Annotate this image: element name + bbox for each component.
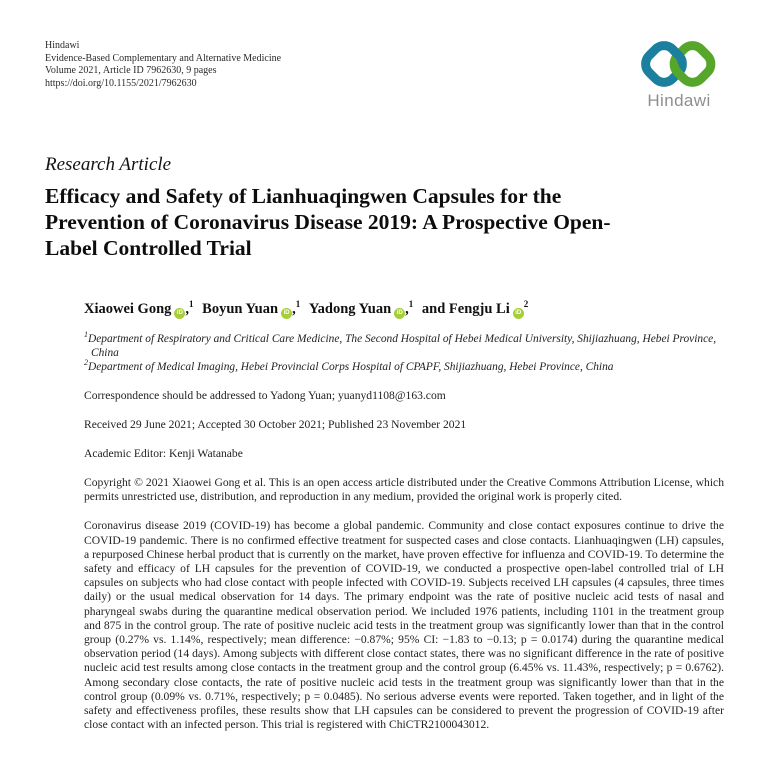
affiliation-number: 1 — [84, 330, 88, 340]
orcid-icon[interactable]: iD — [174, 308, 185, 319]
author-line — [84, 301, 724, 319]
author — [202, 301, 300, 317]
affiliation-ref: 2 — [523, 299, 529, 310]
abstract-text: Coronavirus disease 2019 (COVID-19) has become a global pandemic. Community and close contact exposures continue to drive the COVID-19 pandemic. There is no confirmed effective treatment for suspected cases and close contacts. Lianhuaqingwen (LH) capsules, a repurposed Chinese herbal product that is currently on the market, have proven effective for influenza and COVID-19. To determine the safety and efficacy of LH capsules for the prevention of COVID-19, we conducted a prospective open-label controlled trial of LH capsules on subjects who had close contact with people infected with COVID-19. Subjects received LH capsules (4 capsules, three times daily) or the usual medical observation for 14 days. The primary endpoint was the rate of positive nucleic acid tests of nasal and pharyngeal swabs during the quarantine medical observation period. We included 1976 patients, including 1101 in the treatment group and 875 in the control group. The rate of positive nucleic acid tests in the treatment group was significantly lower than that in the control group (0.27% vs. 1.14%, respectively; mean difference: −0.87%; 95% CI: −1.83 to −0.13; p = 0.0174) during the quarantine medical observation period (14 days). Among subjects with different close contact states, there was no significant difference in the rate of positive nucleic acid test results among close contacts in the treatment group and the control group (6.45% vs. 11.43%, respectively; p = 0.6762). Among secondary close contacts, the rate of positive nucleic acid tests in the treatment group was significantly lower than that in the control group (0.09% vs. 0.71%, respectively; p = 0.0485). No serious adverse events were reported. Taken together, and in light of the safety and effectiveness profiles, these results show that LH capsules can be considered to prevent the progression of COVID-19 after close contact with an infected person. This trial is registered with ChiCTR2100043012. — [84, 519, 724, 732]
article-title: Efficacy and Safety of Lianhuaqingwen Capsules for the Prevention of Coronavirus Disease 2019: A Prospective Open-Label Controlled Trial — [45, 184, 611, 260]
copyright-notice: Copyright © 2021 Xiaowei Gong et al. This is an open access article distributed under the Creative Commons Attribution License, which permits unrestricted use, distribution, and reproduction in any medium, provided the original work is properly cited. — [84, 476, 724, 504]
orcid-icon[interactable]: iD — [281, 308, 292, 319]
affiliation-ref: 1 — [408, 299, 414, 310]
hindawi-logo — [636, 40, 722, 111]
correspondence-text: Correspondence should be addressed to Yadong Yuan; — [84, 389, 338, 402]
affiliation-number: 2 — [84, 358, 88, 368]
academic-editor-line: Academic Editor: Kenji Watanabe — [84, 447, 243, 460]
history-line: Received 29 June 2021; Accepted 30 October 2021; Published 23 November 2021 — [84, 418, 467, 431]
affiliation — [84, 360, 724, 374]
hindawi-logo-icon — [640, 40, 718, 88]
article-type-label: Research Article — [45, 154, 172, 175]
affiliation-ref: 1 — [189, 299, 194, 310]
author-name: Yadong Yuan — [308, 301, 392, 317]
correspondence-email-link[interactable]: yuanyd1108@163.com — [337, 389, 446, 402]
author-separator: , — [292, 301, 296, 317]
affiliation-ref: 1 — [295, 299, 301, 310]
affiliation-text: Department of Respiratory and Critical Care Medicine, The Second Hospital of Hebei Medical University, Shijiazhuang, Hebei Province, China — [88, 333, 717, 359]
author — [309, 301, 413, 317]
affiliation — [84, 332, 724, 360]
publisher-name: Hindawi — [45, 40, 80, 51]
author-separator: , — [185, 301, 190, 317]
journal-name: Evidence-Based Complementary and Alternative Medicine — [45, 52, 282, 64]
orcid-icon[interactable]: iD — [513, 308, 524, 319]
publication-info — [45, 40, 281, 90]
author — [84, 301, 194, 317]
author-name: and Fengju Li — [421, 301, 510, 317]
author-name: Xiaowei Gong — [84, 301, 172, 317]
doi-link[interactable]: https://doi.org/10.1155/2021/7962630 — [45, 77, 197, 89]
author-name: Boyun Yuan — [202, 301, 279, 317]
affiliation-list — [84, 332, 724, 374]
hindawi-logo-wordmark: Hindawi — [647, 91, 711, 110]
affiliation-text: Department of Medical Imaging, Hebei Provincial Corps Hospital of CPAPF, Shijiazhuang, Hebei Province, China — [88, 361, 614, 373]
front-matter — [84, 301, 724, 732]
author-separator: , — [405, 301, 409, 317]
correspondence-line — [84, 389, 724, 403]
masthead — [45, 40, 722, 114]
volume-line: Volume 2021, Article ID 7962630, 9 pages — [45, 65, 217, 76]
orcid-icon[interactable]: iD — [394, 308, 405, 319]
author — [422, 301, 528, 317]
